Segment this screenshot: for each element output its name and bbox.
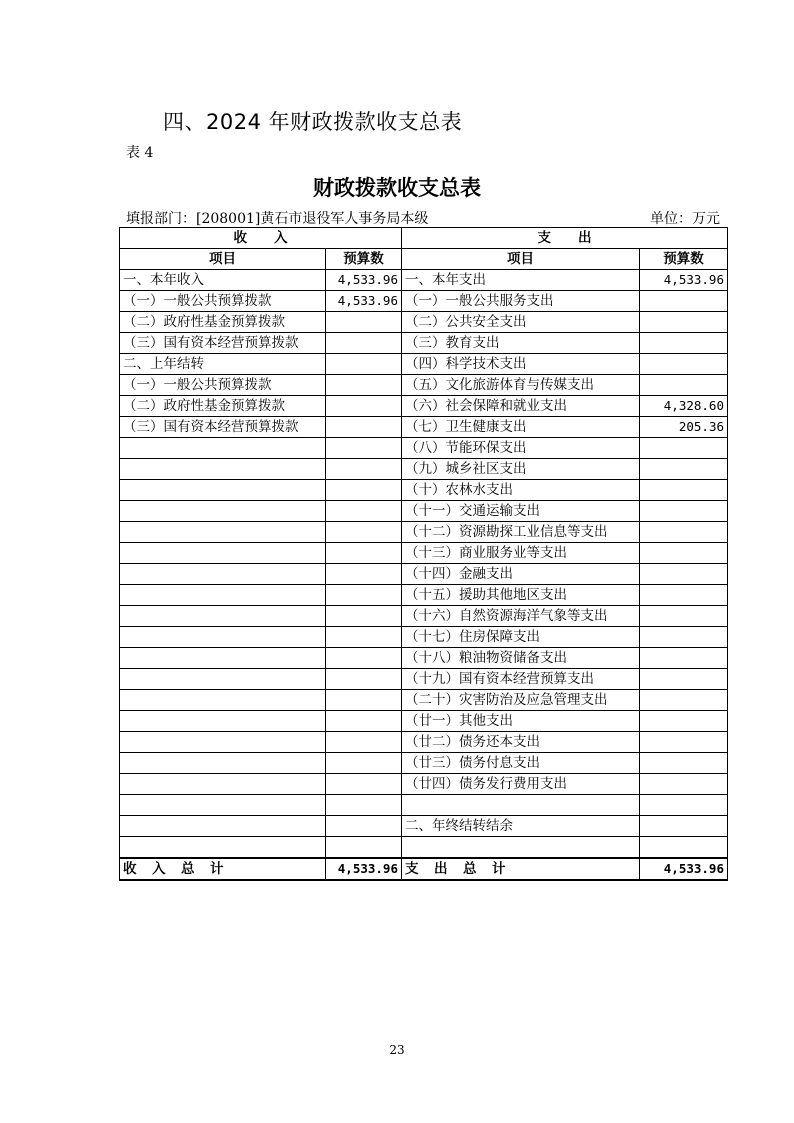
expense-value-cell bbox=[640, 627, 728, 648]
expense-item-cell: （九）城乡社区支出 bbox=[402, 459, 640, 480]
unit-line bbox=[126, 208, 720, 228]
income-value-cell bbox=[326, 333, 402, 354]
expense-item-cell: （廿一）其他支出 bbox=[402, 711, 640, 732]
expense-item-cell: 一、本年支出 bbox=[402, 270, 640, 291]
table-row bbox=[120, 564, 728, 585]
income-item-cell bbox=[120, 648, 326, 669]
income-item-cell bbox=[120, 501, 326, 522]
income-value-cell bbox=[326, 795, 402, 816]
income-item-cell bbox=[120, 438, 326, 459]
expense-value-cell bbox=[640, 585, 728, 606]
income-value-cell bbox=[326, 459, 402, 480]
income-value-cell bbox=[326, 396, 402, 417]
total-row bbox=[120, 858, 728, 880]
expense-value-cell bbox=[640, 291, 728, 312]
expense-item-cell: （十七）住房保障支出 bbox=[402, 627, 640, 648]
table-row bbox=[120, 270, 728, 291]
expense-value-cell bbox=[640, 375, 728, 396]
income-value-cell bbox=[326, 648, 402, 669]
expense-item-cell: （十）农林水支出 bbox=[402, 480, 640, 501]
expense-value-cell bbox=[640, 480, 728, 501]
income-item-cell bbox=[120, 690, 326, 711]
expense-value-cell: 4,328.60 bbox=[640, 396, 728, 417]
expense-item-header: 项目 bbox=[402, 249, 640, 270]
table-row bbox=[120, 585, 728, 606]
expense-budget-header: 预算数 bbox=[640, 249, 728, 270]
expense-value-cell bbox=[640, 438, 728, 459]
income-value-cell bbox=[326, 627, 402, 648]
table-row bbox=[120, 732, 728, 753]
expense-value-cell bbox=[640, 543, 728, 564]
expense-item-cell: （二十）灾害防治及应急管理支出 bbox=[402, 690, 640, 711]
income-item-cell bbox=[120, 816, 326, 837]
expense-value-cell: 205.36 bbox=[640, 417, 728, 438]
expense-item-cell: （八）节能环保支出 bbox=[402, 438, 640, 459]
income-item-cell bbox=[120, 585, 326, 606]
expense-item-cell: （十二）资源勘探工业信息等支出 bbox=[402, 522, 640, 543]
income-item-cell bbox=[120, 837, 326, 859]
expense-value-cell bbox=[640, 459, 728, 480]
income-item-cell bbox=[120, 543, 326, 564]
income-header: 收 入 bbox=[120, 228, 402, 249]
income-item-cell: （一）一般公共预算拨款 bbox=[120, 375, 326, 396]
income-total-value: 4,533.96 bbox=[326, 858, 402, 880]
table-row bbox=[120, 438, 728, 459]
income-value-cell bbox=[326, 753, 402, 774]
table-row bbox=[120, 816, 728, 837]
income-item-cell bbox=[120, 753, 326, 774]
income-item-cell bbox=[120, 627, 326, 648]
income-value-cell bbox=[326, 669, 402, 690]
income-item-cell bbox=[120, 732, 326, 753]
expense-item-cell: （十六）自然资源海洋气象等支出 bbox=[402, 606, 640, 627]
budget-table bbox=[119, 227, 728, 881]
expense-value-cell bbox=[640, 795, 728, 816]
expense-value-cell bbox=[640, 816, 728, 837]
income-budget-header: 预算数 bbox=[326, 249, 402, 270]
column-header-row bbox=[120, 249, 728, 270]
expense-item-cell bbox=[402, 795, 640, 816]
table-title: 财政拨款收支总表 bbox=[313, 176, 481, 200]
expense-item-cell bbox=[402, 837, 640, 859]
expense-value-cell bbox=[640, 774, 728, 795]
section-header-row bbox=[120, 228, 728, 249]
income-item-cell bbox=[120, 795, 326, 816]
expense-value-cell bbox=[640, 522, 728, 543]
table-row bbox=[120, 711, 728, 732]
expense-value-cell: 4,533.96 bbox=[640, 270, 728, 291]
table-row bbox=[120, 333, 728, 354]
income-value-cell bbox=[326, 564, 402, 585]
expense-item-cell: （六）社会保障和就业支出 bbox=[402, 396, 640, 417]
expense-value-cell bbox=[640, 606, 728, 627]
table-row bbox=[120, 690, 728, 711]
expense-item-cell: （廿二）债务还本支出 bbox=[402, 732, 640, 753]
income-item-cell bbox=[120, 606, 326, 627]
expense-item-cell: （二）公共安全支出 bbox=[402, 312, 640, 333]
expense-item-cell: （三）教育支出 bbox=[402, 333, 640, 354]
expense-value-cell bbox=[640, 669, 728, 690]
expense-item-cell: （五）文化旅游体育与传媒支出 bbox=[402, 375, 640, 396]
table-row bbox=[120, 606, 728, 627]
table-row bbox=[120, 795, 728, 816]
income-item-cell: （三）国有资本经营预算拨款 bbox=[120, 417, 326, 438]
income-item-cell bbox=[120, 480, 326, 501]
expense-value-cell bbox=[640, 312, 728, 333]
unit-label: 单位：万元 bbox=[650, 211, 720, 227]
income-value-cell bbox=[326, 585, 402, 606]
income-value-cell bbox=[326, 543, 402, 564]
expense-value-cell bbox=[640, 354, 728, 375]
income-item-header: 项目 bbox=[120, 249, 326, 270]
fill-department: 填报部门：[208001]黄石市退役军人事务局本级 bbox=[126, 211, 429, 227]
expense-value-cell bbox=[640, 564, 728, 585]
table-row bbox=[120, 501, 728, 522]
income-item-cell: 二、上年结转 bbox=[120, 354, 326, 375]
expense-item-cell: （廿三）债务付息支出 bbox=[402, 753, 640, 774]
expense-header: 支 出 bbox=[402, 228, 728, 249]
expense-total-value: 4,533.96 bbox=[640, 858, 728, 880]
table-row bbox=[120, 753, 728, 774]
income-value-cell: 4,533.96 bbox=[326, 270, 402, 291]
table-row bbox=[120, 627, 728, 648]
expense-value-cell bbox=[640, 732, 728, 753]
income-value-cell bbox=[326, 690, 402, 711]
table-number: 表 4 bbox=[126, 145, 154, 161]
income-item-cell bbox=[120, 669, 326, 690]
income-value-cell bbox=[326, 480, 402, 501]
expense-item-cell: （十四）金融支出 bbox=[402, 564, 640, 585]
income-value-cell bbox=[326, 816, 402, 837]
expense-item-cell: （七）卫生健康支出 bbox=[402, 417, 640, 438]
income-value-cell bbox=[326, 522, 402, 543]
expense-value-cell bbox=[640, 501, 728, 522]
income-value-cell bbox=[326, 438, 402, 459]
income-item-cell: 一、本年收入 bbox=[120, 270, 326, 291]
table-row bbox=[120, 312, 728, 333]
expense-item-cell: （廿四）债务发行费用支出 bbox=[402, 774, 640, 795]
expense-value-cell bbox=[640, 648, 728, 669]
income-value-cell bbox=[326, 354, 402, 375]
table-row bbox=[120, 417, 728, 438]
expense-value-cell bbox=[640, 753, 728, 774]
page-number: 23 bbox=[389, 1043, 405, 1057]
table-row bbox=[120, 396, 728, 417]
table-row bbox=[120, 522, 728, 543]
table-row bbox=[120, 774, 728, 795]
income-value-cell bbox=[326, 837, 402, 859]
section-title: 四、2024 年财政拨款收支总表 bbox=[163, 110, 463, 134]
table-row bbox=[120, 459, 728, 480]
expense-item-cell: （十五）援助其他地区支出 bbox=[402, 585, 640, 606]
income-item-cell: （二）政府性基金预算拨款 bbox=[120, 396, 326, 417]
expense-value-cell bbox=[640, 837, 728, 859]
income-value-cell bbox=[326, 312, 402, 333]
income-item-cell bbox=[120, 564, 326, 585]
table-row bbox=[120, 375, 728, 396]
table-row bbox=[120, 543, 728, 564]
income-item-cell: （二）政府性基金预算拨款 bbox=[120, 312, 326, 333]
income-value-cell: 4,533.96 bbox=[326, 291, 402, 312]
table-row bbox=[120, 669, 728, 690]
income-item-cell bbox=[120, 711, 326, 732]
income-value-cell bbox=[326, 732, 402, 753]
expense-item-cell: （十八）粮油物资储备支出 bbox=[402, 648, 640, 669]
expense-item-cell: （四）科学技术支出 bbox=[402, 354, 640, 375]
table-row bbox=[120, 291, 728, 312]
expense-item-cell: （十三）商业服务业等支出 bbox=[402, 543, 640, 564]
income-item-cell bbox=[120, 459, 326, 480]
expense-total-label: 支 出 总 计 bbox=[402, 858, 640, 880]
income-value-cell bbox=[326, 375, 402, 396]
income-item-cell bbox=[120, 774, 326, 795]
income-item-cell: （一）一般公共预算拨款 bbox=[120, 291, 326, 312]
income-value-cell bbox=[326, 711, 402, 732]
table-row bbox=[120, 648, 728, 669]
expense-value-cell bbox=[640, 711, 728, 732]
expense-item-cell: （一）一般公共服务支出 bbox=[402, 291, 640, 312]
income-value-cell bbox=[326, 606, 402, 627]
table-row bbox=[120, 837, 728, 859]
expense-item-cell: （十九）国有资本经营预算支出 bbox=[402, 669, 640, 690]
income-value-cell bbox=[326, 501, 402, 522]
table-row bbox=[120, 354, 728, 375]
income-total-label: 收 入 总 计 bbox=[120, 858, 326, 880]
income-value-cell bbox=[326, 774, 402, 795]
table-row bbox=[120, 480, 728, 501]
expense-value-cell bbox=[640, 690, 728, 711]
expense-item-cell: （十一）交通运输支出 bbox=[402, 501, 640, 522]
expense-value-cell bbox=[640, 333, 728, 354]
expense-item-cell: 二、年终结转结余 bbox=[402, 816, 640, 837]
income-item-cell: （三）国有资本经营预算拨款 bbox=[120, 333, 326, 354]
income-value-cell bbox=[326, 417, 402, 438]
income-item-cell bbox=[120, 522, 326, 543]
